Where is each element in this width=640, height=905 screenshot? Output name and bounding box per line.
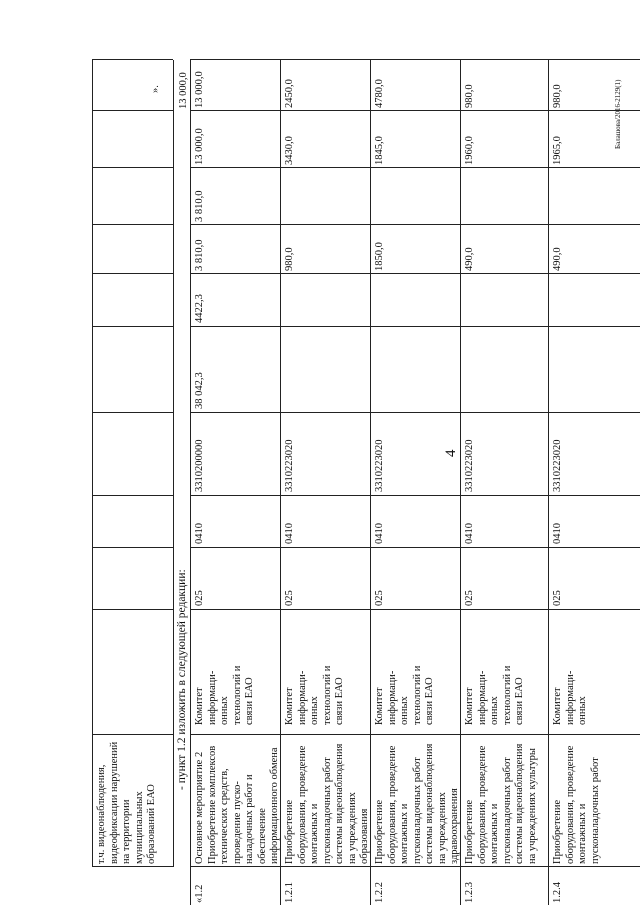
row-name: Приобретение оборудования, проведение монтажных и пусконаладочных работ — [552, 745, 601, 864]
table-line — [190, 110, 640, 111]
row-value-6: 980,0 — [464, 84, 475, 108]
row-number: 1.2.2 — [374, 882, 385, 903]
table-line — [92, 495, 173, 496]
table-line — [190, 167, 640, 168]
row-value-6: 980,0 — [552, 84, 563, 108]
table-line — [190, 609, 640, 610]
top-row-name: т.ч. видеонаблюдения, видеофиксации нарушений на территории муниципальных образований ЕАО — [96, 741, 157, 864]
row-value-6: 13 000,0 — [194, 71, 205, 108]
table-line — [190, 734, 640, 735]
table-line — [190, 412, 640, 413]
row-org: Комитет информаци-онных технологий и связи ЕАО — [284, 665, 345, 725]
row-grbs: 025 — [374, 590, 385, 606]
table-line — [190, 60, 191, 905]
row-org: Комитет информаци-онных — [552, 670, 588, 725]
table-line — [190, 326, 640, 327]
row-grbs: 025 — [464, 590, 475, 606]
row-value-5: 1965,0 — [552, 136, 563, 165]
row-value-6: 4780,0 — [374, 79, 385, 108]
row-value-3: 490,0 — [464, 247, 475, 271]
row-name: Приобретение оборудования, проведение монтажных и пусконаладочных работ системы видеонаблюдения на учреждениях культуры — [464, 743, 538, 864]
row-org: Комитет информаци-онных технологий и связи ЕАО — [374, 665, 435, 725]
table-line — [173, 60, 174, 867]
row-value-5: 1845,0 — [374, 136, 385, 165]
row-value-3: 980,0 — [284, 247, 295, 271]
table-line — [190, 59, 640, 60]
table-line — [190, 273, 640, 274]
row-name: Приобретение оборудования, проведение монтажных и пусконаладочных работ системы видеонаблюдения на учреждениях образования — [284, 743, 370, 864]
row-value-6: 2450,0 — [284, 79, 295, 108]
table-line — [92, 547, 173, 548]
row-value-3: 1850,0 — [374, 242, 385, 271]
table-line — [92, 412, 173, 413]
row-value-3: 3 810,0 — [194, 239, 205, 271]
row-number: 1.2.4 — [552, 882, 563, 903]
table-line — [92, 609, 173, 610]
top-row-value: 13 000,0 — [178, 72, 189, 109]
table-line — [92, 734, 173, 735]
row-number: «1.2 — [194, 884, 205, 903]
row-name: Основное мероприятие 2 Приобретение комплексов технических средств, проведение пуско-наладочных работ и обеспечение информационного обмена — [194, 745, 280, 864]
row-rz: 0410 — [552, 523, 563, 544]
row-csr: 3310223020 — [464, 439, 475, 492]
table-line — [190, 547, 640, 548]
table-line — [92, 273, 173, 274]
table-line — [190, 495, 640, 496]
row-value-5: 3430,0 — [284, 136, 295, 165]
table-line — [92, 866, 173, 867]
row-value-5: 1960,0 — [464, 136, 475, 165]
table-line — [92, 110, 173, 111]
row-csr: 3310200000 — [194, 439, 205, 492]
row-rz: 0410 — [284, 523, 295, 544]
row-number: 1.2.1 — [284, 882, 295, 903]
row-csr: 3310223020 — [284, 439, 295, 492]
table-line — [92, 59, 173, 60]
row-value-4: 3 810,0 — [194, 190, 205, 222]
table-line — [92, 224, 173, 225]
page-number: 4 — [443, 449, 459, 457]
table-line — [548, 60, 549, 905]
row-value-3: 490,0 — [552, 247, 563, 271]
table-line — [190, 866, 640, 867]
row-name: Приобретение оборудования, проведение монтажных и пусконаладочных работ системы видеонаблюдения на учреждениях здравоохранения — [374, 743, 460, 864]
row-org: Комитет информаци-онных технологий и связи ЕАО — [194, 665, 255, 725]
table-line — [92, 60, 93, 867]
row-rz: 0410 — [464, 523, 475, 544]
row-grbs: 025 — [552, 590, 563, 606]
table-line — [92, 326, 173, 327]
row-rz: 0410 — [374, 523, 385, 544]
intro-text: - пункт 1.2 изложить в следующей редакции: — [176, 569, 188, 790]
row-grbs: 025 — [194, 590, 205, 606]
table-line — [92, 167, 173, 168]
row-org: Комитет информаци-онных технологий и связи ЕАО — [464, 665, 525, 725]
table-line — [190, 224, 640, 225]
row-csr: 3310223020 — [374, 439, 385, 492]
row-rz: 0410 — [194, 523, 205, 544]
top-row-end-mark: ». — [150, 85, 161, 93]
row-number: 1.2.3 — [464, 882, 475, 903]
row-value-5: 13 000,0 — [194, 128, 205, 165]
row-value-2: 4422,3 — [194, 294, 205, 323]
row-csr: 3310223020 — [552, 439, 563, 492]
row-value-1: 38 042,3 — [194, 372, 205, 409]
row-grbs: 025 — [284, 590, 295, 606]
footer-code: Балашова/2016-2129(1) — [614, 79, 622, 149]
